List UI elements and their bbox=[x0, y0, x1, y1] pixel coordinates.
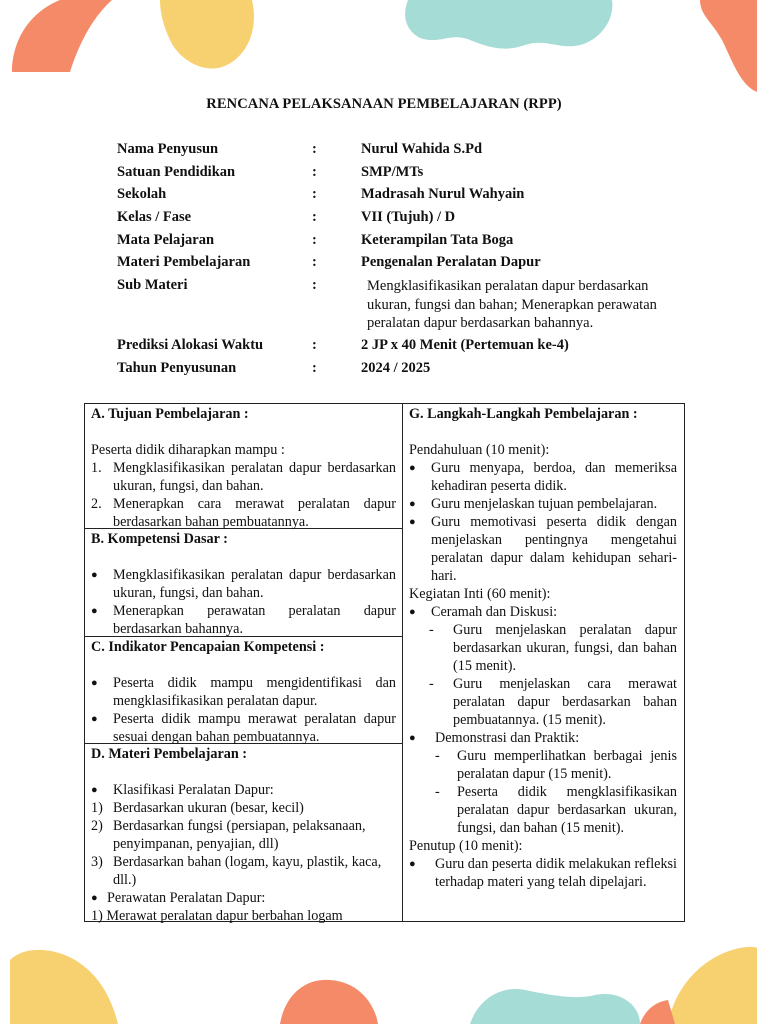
info-label: Mata Pelajaran bbox=[117, 231, 215, 248]
item-text: Demonstrasi dan Praktik: bbox=[435, 730, 580, 746]
item-text: Guru menjelaskan cara merawat peralatan dapur berdasarkan bahan pembuatannya. (15 menit). bbox=[453, 676, 677, 728]
identity-info bbox=[117, 141, 677, 383]
bullet-icon: ● bbox=[409, 606, 416, 618]
item-text: Guru menyapa, berdoa, dan memeriksa kehadiran peserta didik. bbox=[431, 460, 677, 494]
bullet-icon: ● bbox=[91, 713, 98, 725]
orange-blob-top-left bbox=[12, 0, 112, 72]
item-text: Peserta didik mampu merawat peralatan dapur sesuai dengan bahan pembuatannya. bbox=[113, 711, 396, 745]
numbered-item bbox=[91, 817, 396, 853]
item-text: Guru dan peserta didik melakukan refleksi terhadap materi yang telah dipelajari. bbox=[435, 856, 677, 890]
item-text: Berdasarkan ukuran (besar, kecil) bbox=[113, 800, 304, 816]
numbered-item bbox=[91, 799, 396, 817]
info-label: Tahun Penyusunan bbox=[117, 359, 237, 376]
numbered-item bbox=[91, 853, 396, 889]
item-number: 2) bbox=[91, 818, 103, 834]
dash-icon: - bbox=[435, 784, 440, 800]
info-label: Satuan Pendidikan bbox=[117, 163, 236, 180]
info-label: Kelas / Fase bbox=[117, 209, 192, 226]
item-text: 1) Merawat peralatan dapur berbahan logam bbox=[91, 908, 343, 924]
yellow-blob-top bbox=[160, 0, 254, 68]
bullet-item bbox=[409, 603, 677, 621]
bullet-item bbox=[409, 729, 677, 747]
info-colon: : bbox=[312, 141, 317, 157]
phase-label: Penutup (10 menit): bbox=[409, 838, 523, 854]
bullet-item bbox=[91, 566, 396, 602]
numbered-item bbox=[91, 459, 396, 495]
info-row-kelas-fase bbox=[117, 209, 677, 232]
info-colon: : bbox=[312, 163, 317, 180]
section-a-tujuan bbox=[85, 404, 402, 529]
bullet-icon: ● bbox=[409, 732, 416, 744]
info-colon: : bbox=[312, 337, 317, 354]
item-text: Ceramah dan Diskusi: bbox=[431, 604, 558, 620]
bullet-item bbox=[91, 781, 396, 799]
section-c-indikator bbox=[85, 637, 402, 744]
info-label: Sekolah bbox=[117, 186, 167, 203]
info-label: Materi Pembelajaran bbox=[117, 254, 251, 271]
section-d-materi bbox=[85, 744, 402, 924]
item-text: Mengklasifikasikan peralatan dapur berdasarkan ukuran, fungsi, dan bahan. bbox=[113, 567, 396, 601]
phase-label: Kegiatan Inti (60 menit): bbox=[409, 586, 551, 602]
section-g-langkah bbox=[403, 404, 684, 891]
item-text: Mengklasifikasikan peralatan dapur berdasarkan ukuran, fungsi, dan bahan. bbox=[113, 460, 396, 494]
info-value: 2 JP x 40 Menit (Pertemuan ke-4) bbox=[361, 337, 569, 354]
dash-icon: - bbox=[429, 622, 434, 638]
info-row-materi-pembelajaran bbox=[117, 254, 677, 277]
info-label: Sub Materi bbox=[117, 277, 188, 294]
info-row-alokasi-waktu bbox=[117, 337, 677, 360]
info-colon: : bbox=[312, 277, 317, 294]
dash-icon: - bbox=[429, 676, 434, 692]
item-number: 3) bbox=[91, 854, 103, 870]
info-label: Nama Penyusun bbox=[117, 141, 219, 157]
section-heading: C. Indikator Pencapaian Kompetensi : bbox=[91, 639, 325, 655]
info-label: Prediksi Alokasi Waktu bbox=[117, 337, 264, 354]
item-number: 2. bbox=[91, 496, 102, 512]
item-text: Berdasarkan bahan (logam, kayu, plastik, kaca, dll.) bbox=[113, 854, 382, 888]
item-text: Peserta didik mengklasifikasikan peralatan dapur berdasarkan ukuran, fungsi, dan bahan (15 menit). bbox=[457, 784, 677, 836]
info-row-mata-pelajaran bbox=[117, 232, 677, 255]
dash-item bbox=[409, 747, 677, 783]
section-heading: G. Langkah-Langkah Pembelajaran : bbox=[409, 406, 638, 422]
info-colon: : bbox=[312, 231, 317, 248]
bullet-icon: ● bbox=[91, 892, 98, 904]
item-text: Guru menjelaskan peralatan dapur berdasarkan ukuran, fungsi, dan bahan (15 menit). bbox=[453, 622, 677, 674]
section-heading: A. Tujuan Pembelajaran : bbox=[91, 406, 249, 422]
info-colon: : bbox=[312, 359, 317, 376]
yellow-blob-bottom-left bbox=[10, 950, 118, 1024]
orange-blob-bottom bbox=[280, 980, 378, 1024]
bullet-item bbox=[409, 495, 677, 513]
bullet-icon: ● bbox=[91, 677, 98, 689]
info-row-tahun-penyusunan bbox=[117, 360, 677, 383]
phase-label: Pendahuluan (10 menit): bbox=[409, 442, 550, 458]
info-value: 2024 / 2025 bbox=[361, 359, 431, 376]
info-colon: : bbox=[312, 186, 317, 203]
item-number: 1. bbox=[91, 460, 102, 476]
info-row-sub-materi bbox=[117, 277, 677, 337]
left-column bbox=[85, 404, 403, 924]
item-text: Klasifikasi Peralatan Dapur: bbox=[113, 782, 274, 798]
item-text: Perawatan Peralatan Dapur: bbox=[107, 890, 266, 906]
item-text: Menerapkan cara merawat peralatan dapur berdasarkan bahan pembuatannya. bbox=[113, 496, 396, 530]
info-value: Madrasah Nurul Wahyain bbox=[361, 186, 525, 203]
info-colon: : bbox=[312, 254, 317, 271]
bullet-icon: ● bbox=[91, 784, 98, 796]
orange-blob-bottom-right bbox=[640, 1000, 675, 1024]
orange-blob-top-right bbox=[700, 0, 757, 92]
dash-item bbox=[409, 675, 677, 729]
item-number: 1) bbox=[91, 800, 103, 816]
bullet-item bbox=[91, 602, 396, 638]
yellow-blob-bottom-right bbox=[668, 947, 757, 1024]
dash-icon: - bbox=[435, 748, 440, 764]
item-text: Guru memperlihatkan berbagai jenis peralatan dapur (15 menit). bbox=[457, 748, 677, 782]
item-text: Berdasarkan fungsi (persiapan, pelaksanaan, penyimpanan, penyajian, dll) bbox=[113, 818, 366, 852]
page-title: RENCANA PELAKSANAAN PEMBELAJARAN (RPP) bbox=[206, 96, 562, 112]
bullet-item bbox=[91, 710, 396, 746]
bullet-item bbox=[409, 513, 677, 585]
bullet-item bbox=[409, 855, 677, 891]
item-text: Guru memotivasi peserta didik dengan menjelaskan pentingnya mengetahui peralatan dapur dalam kehidupan sehari-hari. bbox=[431, 514, 677, 584]
lesson-plan-table bbox=[84, 403, 685, 922]
info-colon: : bbox=[312, 209, 317, 226]
item-text: Menerapkan perawatan peralatan dapur berdasarkan bahannya. bbox=[113, 603, 396, 637]
info-row-sekolah bbox=[117, 186, 677, 209]
info-value: Pengenalan Peralatan Dapur bbox=[361, 254, 541, 271]
info-value: Mengklasifikasikan peralatan dapur berdasarkan ukuran, fungsi dan bahan; Menerapkan perawatan peralatan dapur berdasarkan bahannya. bbox=[367, 278, 657, 332]
info-value: Keterampilan Tata Boga bbox=[361, 231, 514, 248]
section-heading: B. Kompetensi Dasar : bbox=[91, 531, 228, 547]
info-value: VII (Tujuh) / D bbox=[361, 209, 456, 226]
bullet-icon: ● bbox=[409, 462, 416, 474]
bullet-item bbox=[91, 889, 396, 907]
right-column bbox=[403, 404, 684, 921]
info-value: SMP/MTs bbox=[361, 163, 424, 180]
teal-blob-bottom bbox=[470, 989, 640, 1024]
dash-item bbox=[409, 621, 677, 675]
bullet-icon: ● bbox=[91, 569, 98, 581]
info-row-nama-penyusun bbox=[117, 141, 677, 164]
section-b-kompetensi bbox=[85, 529, 402, 637]
bullet-item bbox=[409, 459, 677, 495]
bullet-icon: ● bbox=[409, 498, 416, 510]
bullet-item bbox=[91, 674, 396, 710]
bullet-icon: ● bbox=[409, 858, 416, 870]
numbered-item bbox=[91, 495, 396, 531]
item-text: Guru menjelaskan tujuan pembelajaran. bbox=[431, 496, 658, 512]
bullet-icon: ● bbox=[91, 605, 98, 617]
section-intro: Peserta didik diharapkan mampu : bbox=[91, 442, 285, 458]
info-row-satuan-pendidikan bbox=[117, 164, 677, 187]
bullet-icon: ● bbox=[409, 516, 416, 528]
dash-item bbox=[409, 783, 677, 837]
item-text: Peserta didik mampu mengidentifikasi dan mengklasifikasikan peralatan dapur. bbox=[113, 675, 396, 709]
info-value: Nurul Wahida S.Pd bbox=[361, 141, 483, 157]
section-heading: D. Materi Pembelajaran : bbox=[91, 746, 248, 762]
teal-blob-top bbox=[405, 0, 612, 49]
